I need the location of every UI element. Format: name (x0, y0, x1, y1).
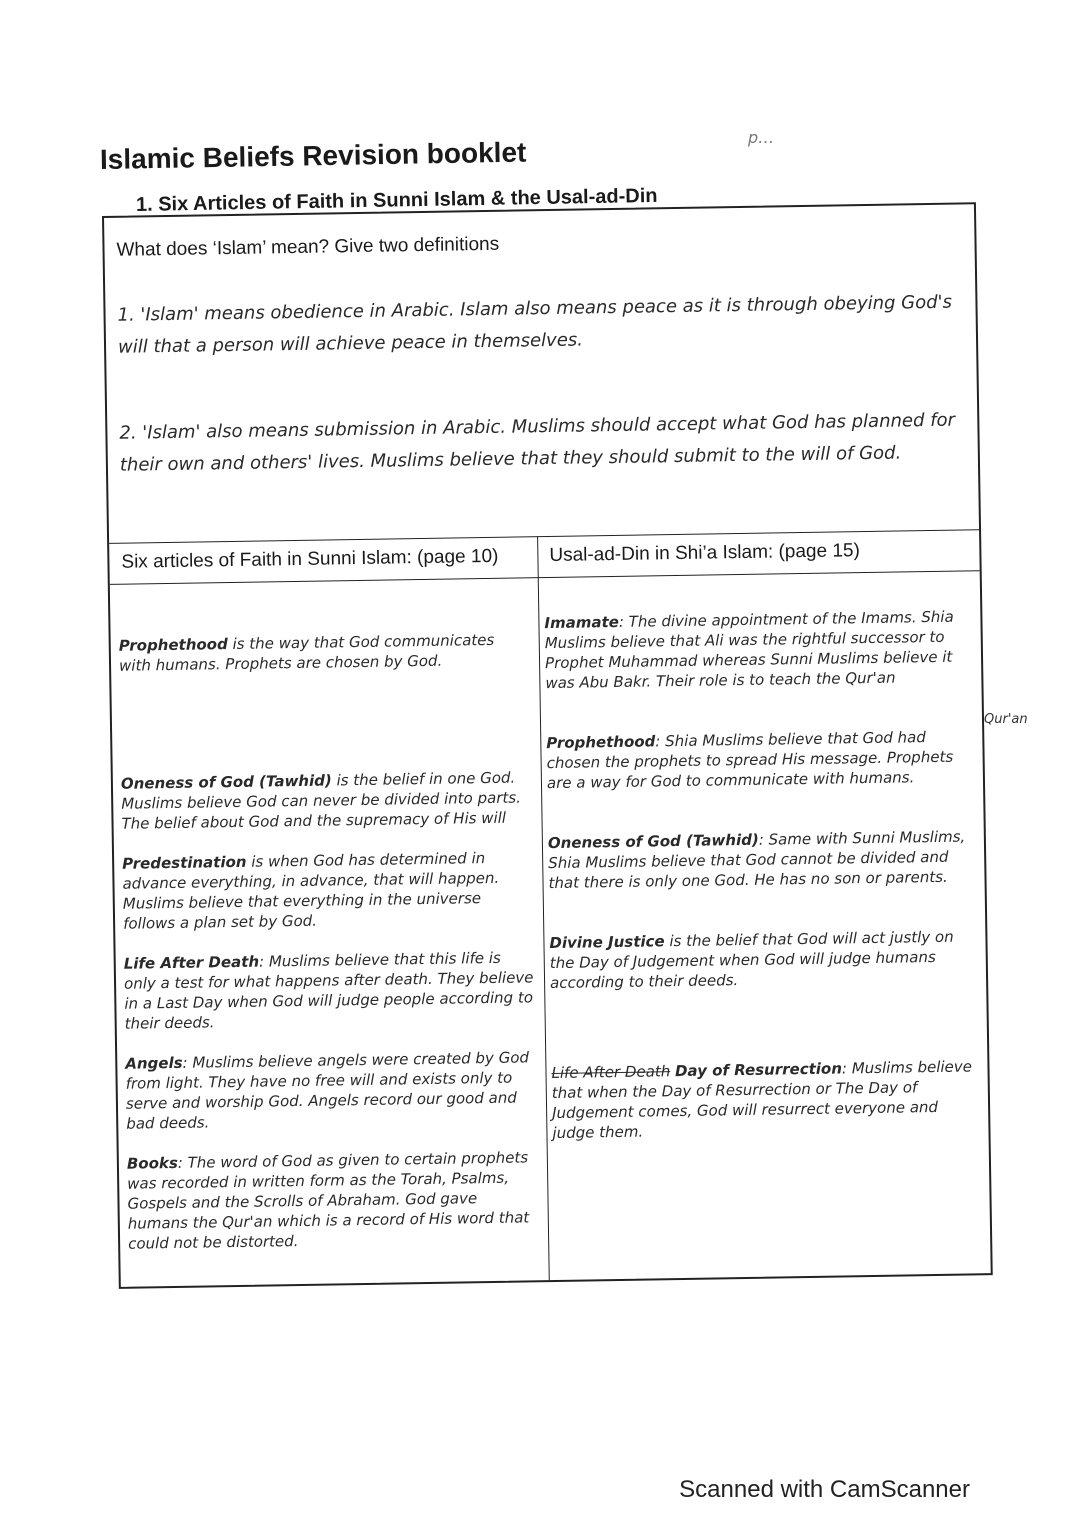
header-divider (110, 570, 980, 585)
sunni-prophethood-text: is the way that God communicates with humans. Prophets are chosen by God. (118, 630, 495, 675)
shia-resurrection-note (551, 1056, 980, 1143)
shia-tawhid-term: Oneness of God (Tawhid) (547, 830, 759, 853)
sunni-afterlife-text: : Muslims believe that this life is only a test for what happens after death. They believe in a Last Day when God will judge people according to their deeds. (123, 948, 534, 1033)
sunni-angels-term: Angels (125, 1053, 183, 1073)
shia-justice-term: Divine Justice (549, 932, 665, 953)
sunni-tawhid-note (121, 767, 534, 833)
sunni-afterlife-term: Life After Death (123, 952, 260, 973)
sunni-prophethood-note (119, 629, 532, 675)
sunni-tawhid-term: Oneness of God (Tawhid) (120, 771, 332, 793)
sunni-tawhid-text: is the belief in one God. Muslims believe God can never be divided into parts. The belief about God and the supremacy of His will (121, 768, 522, 833)
shia-tawhid-text: : Same with Sunni Muslims, Shia Muslims believe that God cannot be divided and that there is only one God. He has no son or parents. (548, 827, 966, 893)
sunni-afterlife-note (124, 947, 537, 1033)
corner-note: p… (748, 128, 775, 147)
sunni-column-heading: Six articles of Faith in Sunni Islam: (page 10) (121, 545, 499, 573)
shia-prophethood-term: Prophethood (546, 732, 656, 753)
sunni-books-term: Books (126, 1153, 178, 1173)
sunni-angels-note (125, 1047, 538, 1133)
shia-prophethood-note (546, 726, 975, 793)
shia-imamate-term: Imamate (544, 612, 620, 633)
shia-resurrection-term: Day of Resurrection (674, 1059, 843, 1081)
shia-imamate-note (544, 606, 973, 693)
shia-prophethood-text: : Shia Muslims believe that God had chosen the prophets to spread His message. Prophets are a way for God to communicate with humans. (546, 728, 954, 793)
shia-tawhid-note (548, 826, 977, 893)
shia-justice-text: is the belief that God will act justly on the Day of Judgement when God will judge humans according to their deeds. (549, 927, 954, 993)
answer-definition-1: 1. 'Islam' means obedience in Arabic. Islam also means peace as it is through obeying God's will that a person will achieve peace in themselves. (117, 291, 953, 358)
camscanner-watermark: Scanned with CamScanner (679, 1476, 970, 1503)
section-heading: 1. Six Articles of Faith in Sunni Islam & the Usal-ad-Din (135, 184, 658, 216)
sunni-predestination-text: is when God has determined in advance everything, in advance, that will happen. Muslims believe that everything in the universe follows a plan set by God. (122, 849, 500, 933)
sunni-prophethood-term: Prophethood (118, 635, 228, 655)
page-title: Islamic Beliefs Revision booklet (99, 136, 527, 175)
shia-justice-note (549, 926, 978, 993)
sunni-books-text: : The word of God as given to certain prophets was recorded in written form as the Torah, Psalms, Gospels and the Scrolls of Abraham. God gave humans the Qur'an which is a record of His word that could not be distorted. (127, 1148, 530, 1253)
worksheet-table (102, 202, 993, 1289)
shia-resurrection-text: : Muslims believe that when the Day of Resurrection or The Day of Judgement comes, God will resurrect everyone and judge them. (551, 1057, 973, 1143)
sunni-angels-text: : Muslims believe angels were created by God from light. They have no free will and exists only to serve and worship God. Angels record our good and bad deeds. (125, 1048, 530, 1133)
shia-column-heading: Usal-ad-Din in Shi’a Islam: (page 15) (549, 540, 860, 567)
shia-struck-heading: Life After Death (551, 1062, 671, 1083)
margin-note: Qur'an (984, 712, 1028, 727)
sunni-predestination-note (122, 847, 535, 933)
sunni-books-note (127, 1147, 541, 1253)
answer-definition-2: 2. 'Islam' also means submission in Arabic. Muslims should accept what God has planned for their own and others' lives. Muslims believe that they should submit to the will of God. (119, 409, 956, 476)
sunni-predestination-term: Predestination (122, 852, 247, 873)
question-prompt: What does ‘Islam’ mean? Give two definitions (116, 233, 500, 261)
shia-imamate-text: : The divine appointment of the Imams. Shia Muslims believe that Ali was the rightful successor to Prophet Muhammad whereas Sunni Muslims believe it was Abu Bakr. Their role is to teach the Qur'an (544, 607, 954, 693)
